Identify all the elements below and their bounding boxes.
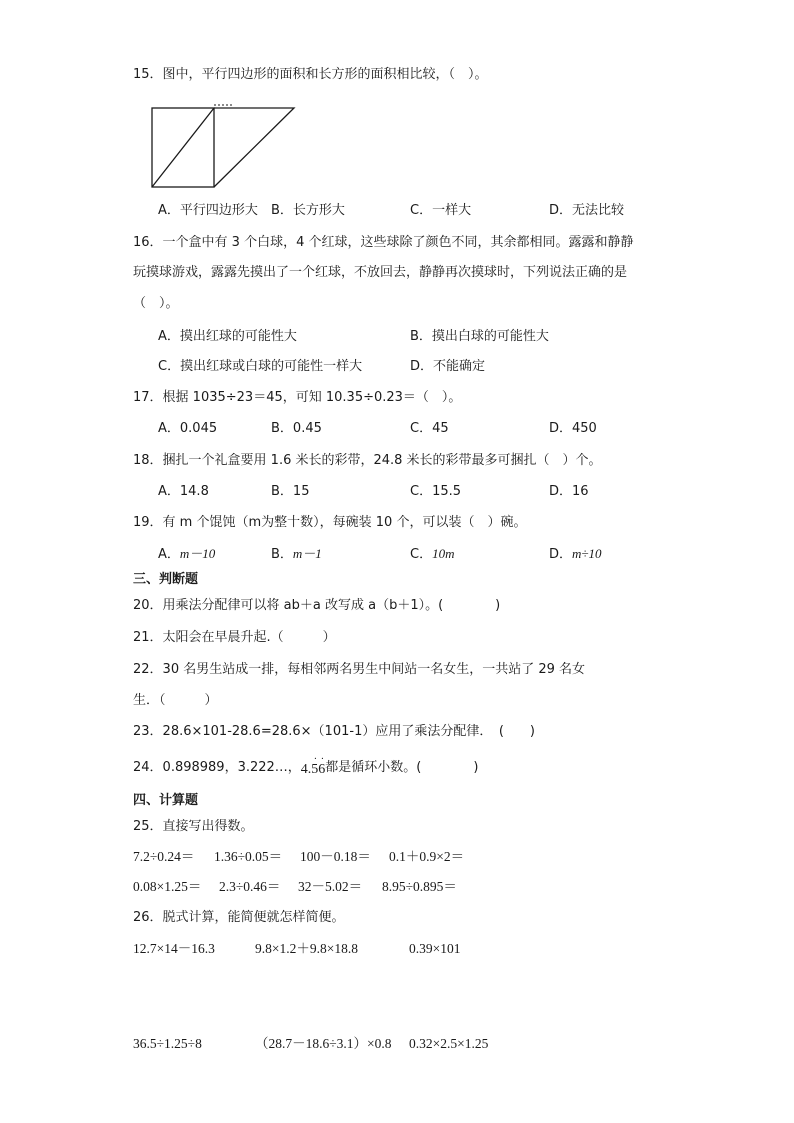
- q19-option-d-expr: m÷10: [572, 546, 602, 561]
- repeat-dot-icon: ·: [320, 754, 325, 765]
- q25-stem: 25．直接写出得数。: [133, 819, 254, 834]
- q26-item-6: 0.32×2.5×1.25: [409, 1036, 489, 1051]
- q15-option-c[interactable]: C．一样大: [410, 203, 472, 218]
- q26-item-3: 0.39×101: [409, 941, 461, 956]
- q15-stem: 15．图中，平行四边形的面积和长方形的面积相比较，（ ）。: [133, 67, 488, 82]
- q24-repeating-decimal: [300, 754, 326, 779]
- q16-stem-line3: （ ）。: [133, 296, 179, 311]
- q19-option-a-prefix: A．: [158, 547, 180, 562]
- q24-repeating-value: 4.56: [300, 762, 326, 777]
- section-heading-calculation: 四、计算题: [133, 793, 199, 808]
- q19-option-a[interactable]: [158, 545, 215, 564]
- q23-stem: 23．28.6×101-28.6=28.6×（101-1）应用了乘法分配律． ( ): [133, 724, 535, 739]
- repeat-dot-icon: ·: [313, 754, 318, 765]
- q25-item-7: 32－5.02＝: [298, 879, 363, 894]
- q21-stem: 21．太阳会在早晨升起.（ ）: [133, 630, 336, 645]
- q26-item-1: 12.7×14－16.3: [133, 941, 215, 956]
- q25-item-1: 7.2÷0.24＝: [133, 849, 195, 864]
- q18-option-a[interactable]: A．14.8: [158, 484, 209, 499]
- q24-prefix: 24．0.898989，3.222…，: [133, 760, 301, 775]
- q25-item-5: 0.08×1.25＝: [133, 879, 202, 894]
- q17-option-d[interactable]: D．450: [549, 421, 597, 436]
- q18-stem: 18．捆扎一个礼盒要用 1.6 米长的彩带，24.8 米长的彩带最多可捆扎（ ）个。: [133, 453, 602, 468]
- q25-item-2: 1.36÷0.05＝: [214, 849, 283, 864]
- q16-option-a[interactable]: A．摸出红球的可能性大: [158, 329, 297, 344]
- q26-item-2: 9.8×1.2＋9.8×18.8: [255, 941, 358, 956]
- q17-option-b[interactable]: B．0.45: [271, 421, 322, 436]
- q26-item-4: 36.5÷1.25÷8: [133, 1036, 202, 1051]
- q19-option-c-prefix: C．: [410, 547, 433, 562]
- q25-item-3: 100－0.18＝: [300, 849, 371, 864]
- q19-option-c-expr: 10m: [432, 546, 455, 561]
- q19-option-a-expr: m－10: [179, 546, 216, 561]
- q24-stem: [133, 754, 479, 777]
- q24-suffix: 都是循环小数。( ): [325, 760, 479, 775]
- parallelogram-right-edge: [214, 108, 294, 187]
- q19-option-b[interactable]: [271, 545, 322, 564]
- q15-option-b[interactable]: B．长方形大: [271, 203, 345, 218]
- q17-option-c[interactable]: C．45: [410, 421, 449, 436]
- parallelogram-rectangle-figure: [148, 104, 300, 192]
- q15-option-d[interactable]: D．无法比较: [549, 203, 625, 218]
- q22-stem-line2: 生．（ ）: [133, 693, 218, 708]
- q20-stem: 20．用乘法分配律可以将 ab＋a 改写成 a（b＋1）。( ): [133, 598, 501, 613]
- q19-option-d-prefix: D．: [549, 547, 573, 562]
- q18-option-c[interactable]: C．15.5: [410, 484, 462, 499]
- q19-option-b-expr: m－1: [292, 546, 322, 561]
- q19-stem: 19．有 m 个馄饨（m为整十数），每碗装 10 个，可以装（ ）碗。: [133, 515, 527, 530]
- q16-option-d[interactable]: D．不能确定: [410, 359, 486, 374]
- q19-option-d[interactable]: [549, 545, 602, 564]
- q17-stem: 17．根据 1035÷23＝45，可知 10.35÷0.23＝（ ）。: [133, 390, 462, 405]
- q22-stem-line1: 22．30 名男生站成一排，每相邻两名男生中间站一名女生，一共站了 29 名女: [133, 662, 586, 677]
- q18-option-b[interactable]: B．15: [271, 484, 310, 499]
- q16-stem-line1: 16．一个盒中有 3 个白球，4 个红球，这些球除了颜色不同，其余都相同。露露和静静: [133, 235, 634, 250]
- q18-option-d[interactable]: D．16: [549, 484, 589, 499]
- q26-item-5: （28.7－18.6÷3.1）×0.8: [255, 1036, 392, 1051]
- q26-stem: 26．脱式计算，能简便就怎样简便。: [133, 910, 345, 925]
- q16-option-b[interactable]: B．摸出白球的可能性大: [410, 329, 549, 344]
- parallelogram-left-edge: [152, 108, 214, 187]
- q19-option-c[interactable]: [410, 545, 454, 564]
- q19-option-b-prefix: B．: [271, 547, 293, 562]
- q25-item-8: 8.95÷0.895＝: [382, 879, 457, 894]
- q25-item-4: 0.1＋0.9×2＝: [389, 849, 465, 864]
- section-heading-judgement: 三、判断题: [133, 572, 199, 587]
- q16-option-c[interactable]: C．摸出红球或白球的可能性一样大: [158, 359, 363, 374]
- q17-option-a[interactable]: A．0.045: [158, 421, 218, 436]
- q15-option-a[interactable]: A．平行四边形大: [158, 203, 258, 218]
- q16-stem-line2: 玩摸球游戏，露露先摸出了一个红球，不放回去，静静再次摸球时，下列说法正确的是: [133, 265, 628, 280]
- q25-item-6: 2.3÷0.46＝: [219, 879, 281, 894]
